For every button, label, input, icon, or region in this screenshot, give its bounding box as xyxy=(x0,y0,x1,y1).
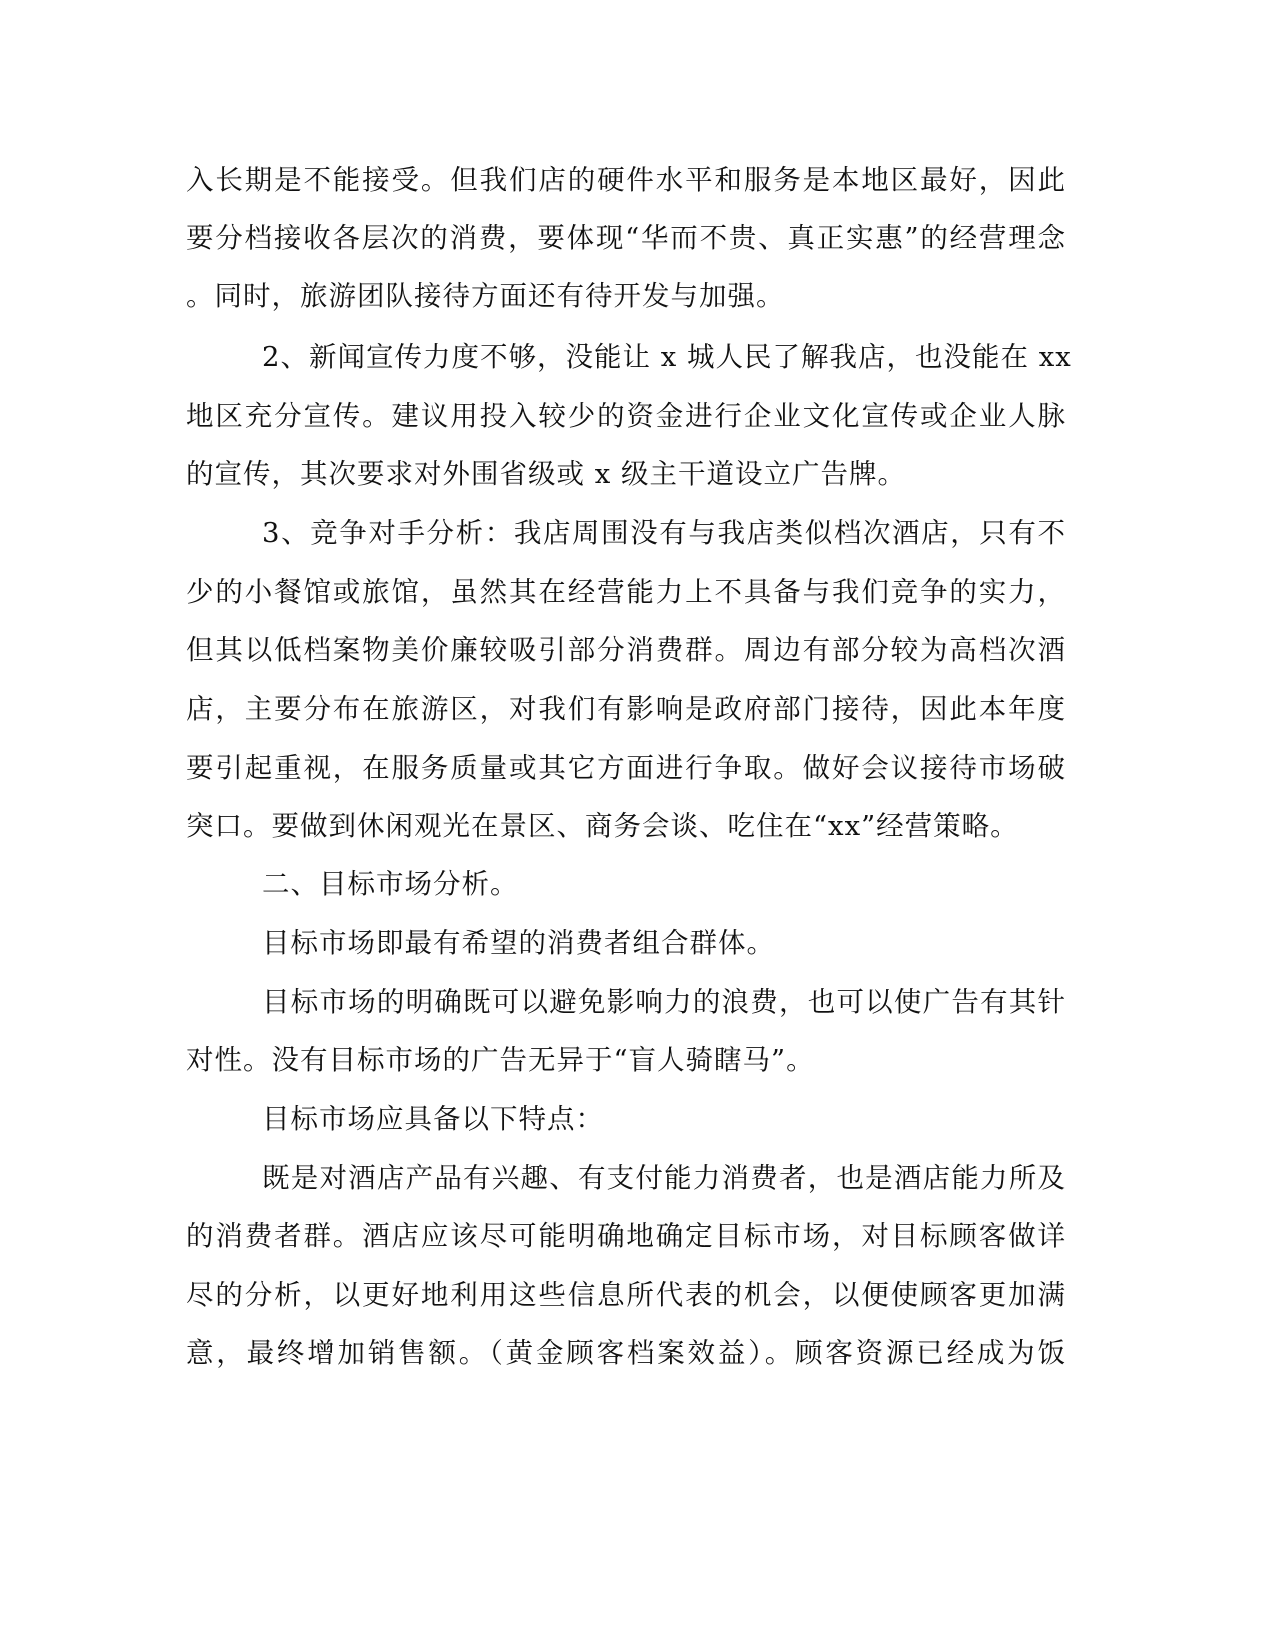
section-heading: 二、目标市场分析。 xyxy=(262,868,519,900)
text-line: 要引起重视，在服务质量或其它方面进行争取。做好会议接待市场破 xyxy=(186,752,1066,784)
text-line: 少的小餐馆或旅馆，虽然其在经营能力上不具备与我们竞争的实力， xyxy=(186,576,1066,608)
text-line: 3、竞争对手分析：我店周围没有与我店类似档次酒店，只有不 xyxy=(262,517,1066,549)
text-line: 地区充分宣传。建议用投入较少的资金进行企业文化宣传或企业人脉 xyxy=(186,400,1066,432)
text-line: 对性。没有目标市场的广告无异于“盲人骑瞎马”。 xyxy=(186,1044,815,1076)
text-line: 意，最终增加销售额。（黄金顾客档案效益）。顾客资源已经成为饭 xyxy=(186,1337,1066,1369)
text-line: 目标市场的明确既可以避免影响力的浪费，也可以使广告有其针 xyxy=(262,986,1066,1018)
text-line: 的消费者群。酒店应该尽可能明确地确定目标市场，对目标顾客做详 xyxy=(186,1220,1066,1252)
text-line: 既是对酒店产品有兴趣、有支付能力消费者，也是酒店能力所及 xyxy=(262,1162,1066,1194)
text-line: 要分档接收各层次的消费，要体现“华而不贵、真正实惠”的经营理念 xyxy=(186,222,1066,254)
text-line: 2、新闻宣传力度不够，没能让 x 城人民了解我店，也没能在 xx xyxy=(262,341,1072,373)
text-line: 店，主要分布在旅游区，对我们有影响是政府部门接待，因此本年度 xyxy=(186,693,1066,725)
text-line: 目标市场应具备以下特点： xyxy=(262,1103,604,1135)
text-line: 但其以低档案物美价廉较吸引部分消费群。周边有部分较为高档次酒 xyxy=(186,634,1066,666)
text-line: 突口。要做到休闲观光在景区、商务会谈、吃住在“xx”经营策略。 xyxy=(186,810,1019,842)
text-line: 。同时，旅游团队接待方面还有待开发与加强。 xyxy=(186,280,785,312)
text-line: 目标市场即最有希望的消费者组合群体。 xyxy=(262,927,775,959)
text-line: 尽的分析，以更好地利用这些信息所代表的机会，以便使顾客更加满 xyxy=(186,1279,1066,1311)
text-line: 的宣传，其次要求对外围省级或 x 级主干道设立广告牌。 xyxy=(186,458,906,490)
text-line: 入长期是不能接受。但我们店的硬件水平和服务是本地区最好，因此 xyxy=(186,164,1066,196)
